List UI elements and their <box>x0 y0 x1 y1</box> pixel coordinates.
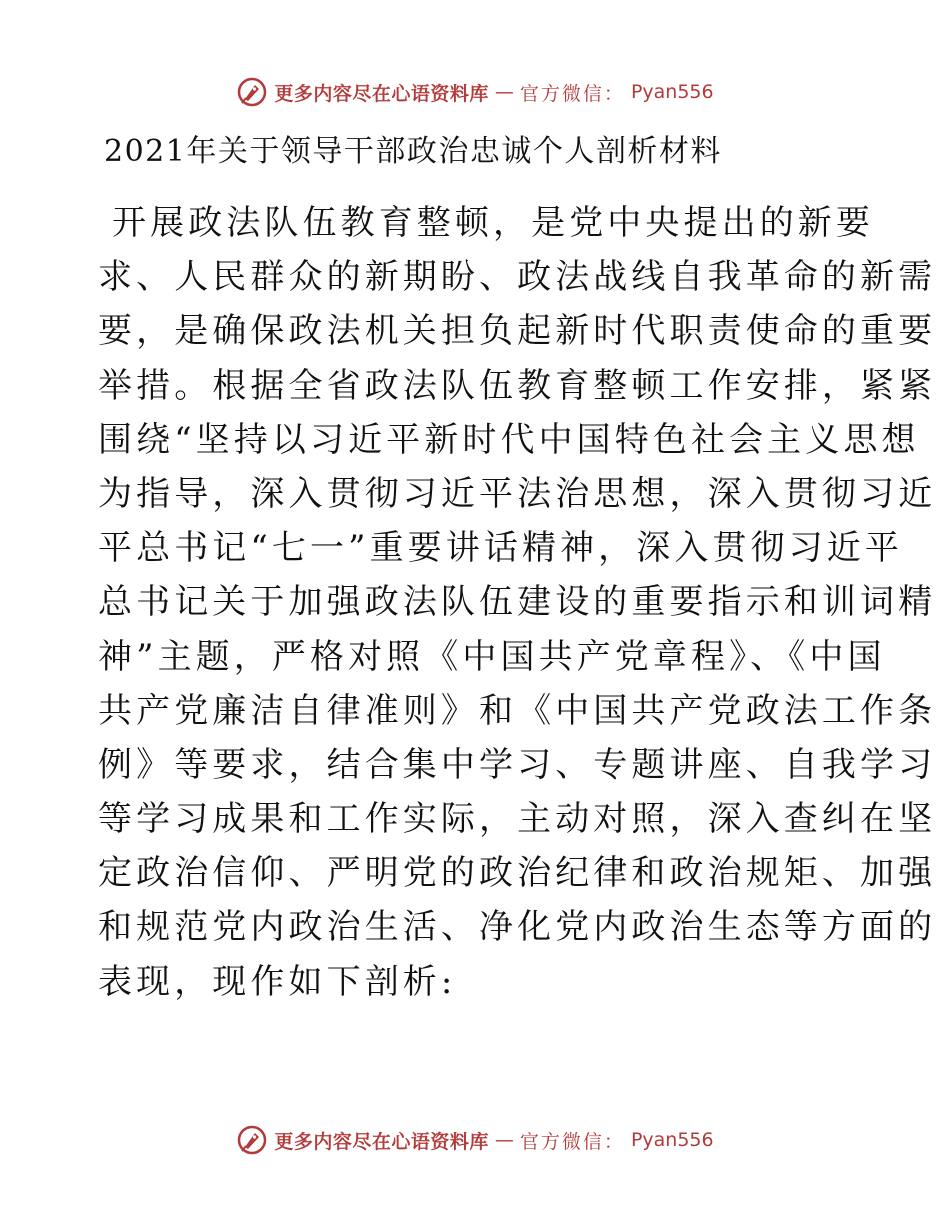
body-line: 围绕“坚持以习近平新时代中国特色社会主义思想 <box>98 419 920 460</box>
body-line: 神”主题，严格对照《中国共产党章程》、《中国 <box>98 636 886 677</box>
watermark-site-name: 更多内容尽在心语资料库 <box>274 82 489 105</box>
footer-watermark <box>0 1122 950 1158</box>
document-title: 2021年关于领导干部政治忠诚个人剖析材料 <box>104 134 722 169</box>
pen-nib-logo-icon <box>236 1124 268 1156</box>
body-paragraph <box>98 196 937 1009</box>
watermark-official-label: 官方微信： <box>519 1130 625 1153</box>
body-line: 等学习成果和工作实际，主动对照，深入查纠在坚 <box>98 799 937 840</box>
body-line: 例》等要求，结合集中学习、专题讲座、自我学习 <box>98 744 937 785</box>
body-line: 和规范党内政治生活、净化党内政治生态等方面的 <box>98 907 937 948</box>
body-line: 表现，现作如下剖析: <box>98 961 457 1002</box>
header-watermark <box>0 74 950 110</box>
watermark-official-label: 官方微信： <box>519 82 625 105</box>
body-line: 开展政法队伍教育整顿，是党中央提出的新要 <box>112 203 874 243</box>
watermark-dash: — <box>494 81 514 103</box>
body-line: 平总书记“七一”重要讲话精神，深入贯彻习近平 <box>98 528 903 569</box>
body-line: 求、人民群众的新期盼、政法战线自我革命的新需 <box>98 257 937 298</box>
pen-nib-logo-icon <box>236 76 268 108</box>
body-line: 举措。根据全省政法队伍教育整顿工作安排，紧紧 <box>98 365 937 406</box>
body-line: 为指导，深入贯彻习近平法治思想，深入贯彻习近 <box>98 473 937 514</box>
watermark-wechat-id: Pyan556 <box>630 81 714 103</box>
body-line: 共产党廉洁自律准则》和《中国共产党政法工作条 <box>98 690 937 731</box>
watermark-dash: — <box>494 1129 514 1151</box>
watermark-site-name: 更多内容尽在心语资料库 <box>274 1130 489 1153</box>
body-line: 定政治信仰、严明党的政治纪律和政治规矩、加强 <box>98 853 937 894</box>
body-line: 要，是确保政法机关担负起新时代职责使命的重要 <box>98 311 937 352</box>
watermark-wechat-id: Pyan556 <box>630 1129 714 1151</box>
body-line: 总书记关于加强政法队伍建设的重要指示和训词精 <box>98 582 937 623</box>
